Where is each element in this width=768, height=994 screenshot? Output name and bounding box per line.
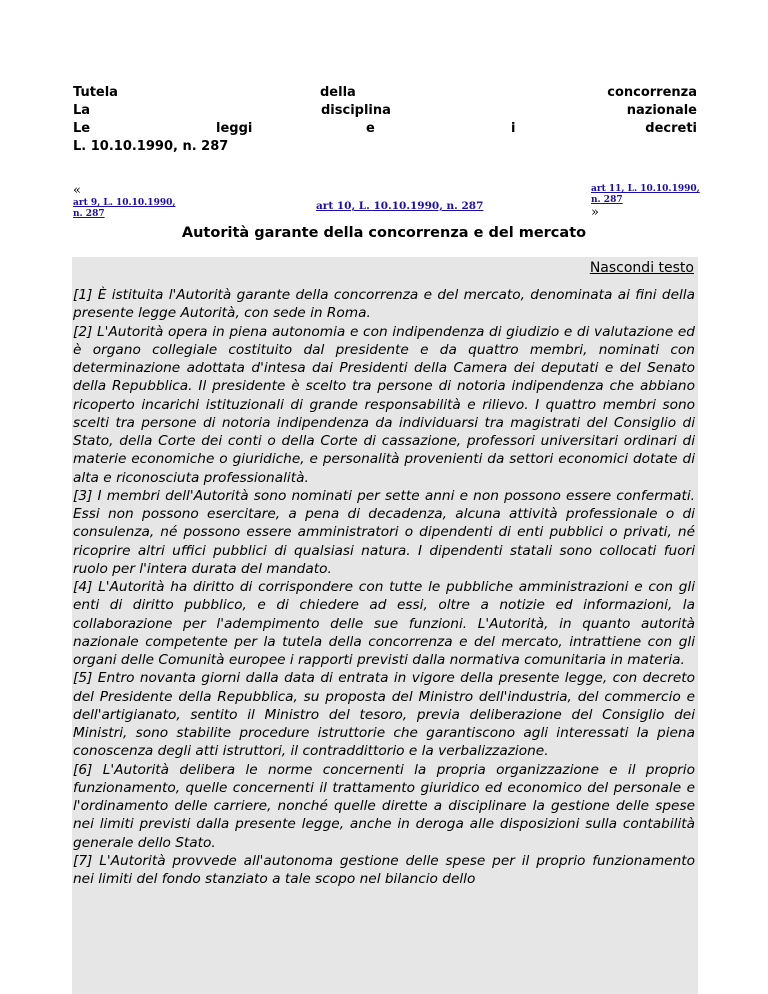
breadcrumb-item[interactable]: Tutela <box>73 85 118 100</box>
breadcrumb-row <box>73 120 697 138</box>
breadcrumb-item[interactable]: Le <box>73 121 91 136</box>
breadcrumb-item[interactable]: decreti <box>645 121 697 136</box>
paragraph: [1] È istituita l'Autorità garante della concorrenza e del mercato, denominata ai fini della presente legge Autorità, con sede in Roma. <box>73 287 695 322</box>
next-arrow-icon: » <box>591 205 599 220</box>
breadcrumb-item[interactable]: disciplina <box>321 103 391 118</box>
breadcrumb-item[interactable]: nazionale <box>626 103 697 118</box>
breadcrumb-row <box>73 102 697 120</box>
paragraph: [7] L'Autorità provvede all'autonoma gestione delle spese per il proprio funzionamento nei limiti del fondo stanziato a tale scopo nel bilancio dello <box>73 852 695 887</box>
page-title: Autorità garante della concorrenza e del mercato <box>181 225 587 241</box>
breadcrumb-item[interactable]: concorrenza <box>607 85 697 100</box>
breadcrumb-row <box>73 84 697 102</box>
breadcrumb <box>73 84 697 156</box>
breadcrumb-item[interactable]: della <box>320 85 356 100</box>
breadcrumb-item[interactable]: leggi <box>216 121 253 136</box>
current-article-link[interactable]: art 10, L. 10.10.1990, n. 287 <box>316 200 484 212</box>
breadcrumb-row <box>73 138 697 156</box>
paragraph: [2] L'Autorità opera in piena autonomia e con indipendenza di giudizio e di valutazione ed è organo collegiale costituito dal presidente e da quattro membri, nominati con determinazione adottata d'intesa dai Presidenti della Camera dei deputati e del Senato della Repubblica. Il presidente è scelto tra persone di notoria indipendenza che abbiano ricoperto incarichi istituzionali di grande responsabilità e rilievo. I quattro membri sono scelti tra persone di notoria indipendenza da individuarsi tra magistrati del Consiglio di Stato, della Corte dei conti o della Corte di cassazione, professori universitari ordinari di materie economiche o giuridiche, e personalità provenienti da settori economici dotate di alta e riconosciuta professionalità. <box>73 323 695 486</box>
article-body <box>73 286 695 888</box>
paragraph: [3] I membri dell'Autorità sono nominati per sette anni e non possono essere confermati. Essi non possono esercitare, a pena di decadenza, alcuna attività professionale o di consulenza, né possono essere amministratori o dipendenti di enti pubblici o privati, né ricoprire altri uffici pubblici di qualsiasi natura. I dipendenti statali sono collocati fuori ruolo per l'intera durata del mandato. <box>73 487 695 577</box>
next-article <box>591 184 701 220</box>
prev-article <box>73 184 183 220</box>
paragraph: [6] L'Autorità delibera le norme concernenti la propria organizzazione e il proprio funzionamento, quelle concernenti il trattamento giuridico ed economico del personale e l'ordinamento delle carriere, nonché quelle dirette a disciplinare la gestione delle spese nei limiti previsti dalla presente legge, anche in deroga alle disposizioni sulla contabilità generale dello Stato. <box>73 761 695 851</box>
prev-article-link[interactable]: art 9, L. 10.10.1990, n. 287 <box>73 198 176 219</box>
breadcrumb-item[interactable]: i <box>511 121 516 136</box>
paragraph: [4] L'Autorità ha diritto di corrispondere con tutte le pubbliche amministrazioni e con gli enti di diritto pubblico, e di chiedere ad essi, oltre a notizie ed informazioni, la collaborazione per l'adempimento delle sue funzioni. L'Autorità, in quanto autorità nazionale competente per la tutela della concorrenza e del mercato, intrattiene con gli organi delle Comunità europee i rapporti previsti dalla normativa comunitaria in materia. <box>73 579 695 668</box>
article-navigation <box>73 183 700 224</box>
next-article-link[interactable]: art 11, L. 10.10.1990, n. 287 <box>591 184 700 205</box>
article-text-panel <box>72 257 698 994</box>
breadcrumb-item[interactable]: e <box>366 121 375 136</box>
breadcrumb-item-current[interactable]: L. 10.10.1990, n. 287 <box>73 139 229 154</box>
prev-arrow-icon: « <box>73 183 81 198</box>
current-article <box>316 200 483 212</box>
breadcrumb-item[interactable]: La <box>73 103 91 118</box>
paragraph: [5] Entro novanta giorni dalla data di entrata in vigore della presente legge, con decreto del Presidente della Repubblica, su proposta del Ministro dell'industria, del commercio e dell'artigianato, sentito il Ministro del tesoro, previa deliberazione del Consiglio dei Ministri, sono stabilite procedure istruttorie che garantiscono agli interessati la piena conoscenza degli atti istruttori, il contraddittorio e la verbalizzazione. <box>73 670 695 760</box>
hide-text-link[interactable]: Nascondi testo <box>589 260 694 276</box>
